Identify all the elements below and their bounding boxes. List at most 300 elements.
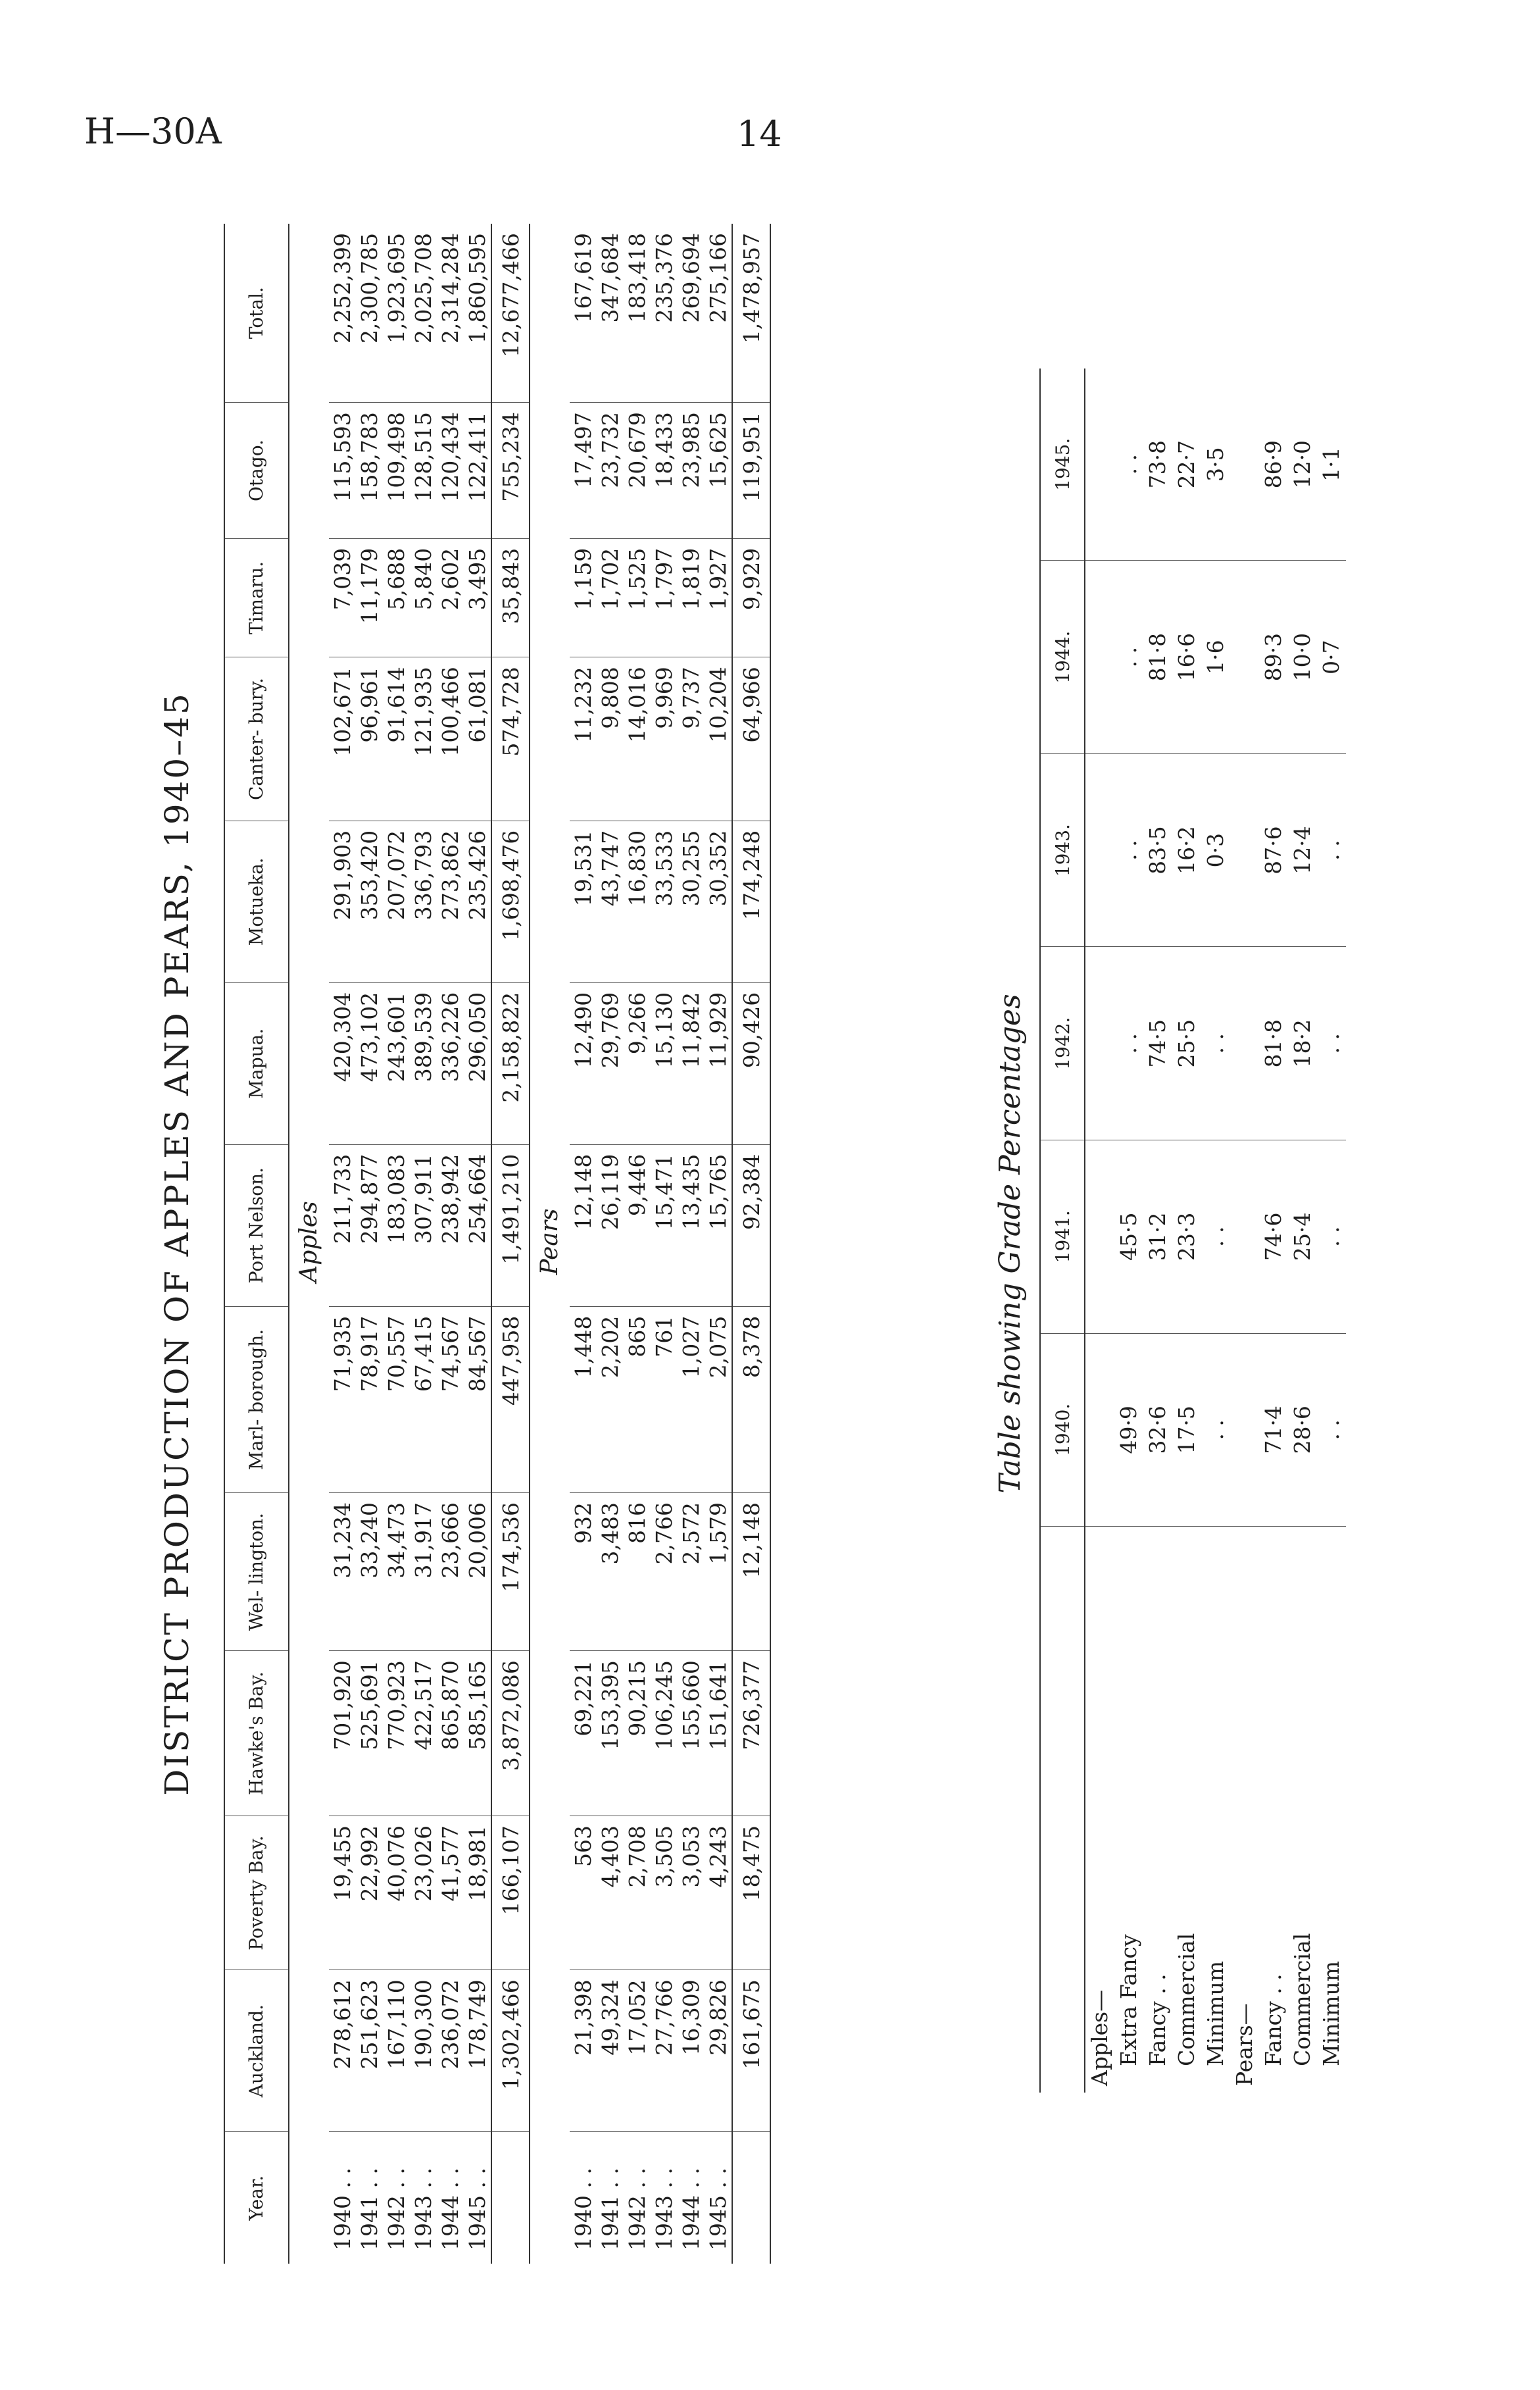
value-cell: 178,749 [464,1970,491,2132]
value-cell: 18,981 [464,1816,491,1970]
document-code: H—30A [84,111,222,152]
grade-row [1201,369,1230,2093]
total-cell: 119,951 [732,403,770,539]
value-cell: 236,072 [437,1970,464,2132]
value-cell: 1,027 [678,1306,705,1492]
value-cell: 71,935 [329,1306,356,1492]
value-cell: 269,694 [678,224,705,403]
grade-value: 16·6 [1172,561,1201,754]
grade-value [1085,753,1114,947]
grade-value: 81·8 [1259,947,1288,1140]
value-cell: 31,234 [329,1493,356,1651]
total-cell [732,2132,770,2264]
value-cell: 238,942 [437,1144,464,1306]
value-cell: 23,985 [678,403,705,539]
total-cell: 726,377 [732,1651,770,1816]
grade-value: . . [1201,1140,1230,1333]
total-cell: 1,478,957 [732,224,770,403]
grade-label [1317,1527,1346,2093]
total-cell: 12,148 [732,1493,770,1651]
grade-value: . . [1317,947,1346,1140]
value-cell: 2,025,708 [410,224,437,403]
grade-value: 0·7 [1317,561,1346,754]
value-cell: 2,602 [437,538,464,657]
value-cell: 296,050 [464,982,491,1144]
value-cell: 5,688 [383,538,410,657]
value-cell: 90,215 [624,1651,651,1816]
value-cell: 291,903 [329,821,356,982]
value-cell: 307,911 [410,1144,437,1306]
grade-value: 31·2 [1143,1140,1172,1333]
value-cell: 31,917 [410,1493,437,1651]
total-cell: 161,675 [732,1970,770,2132]
grade-value: 89·3 [1259,561,1288,754]
value-cell: 1,860,595 [464,224,491,403]
value-cell: 49,324 [597,1970,624,2132]
table-row [329,224,356,2264]
grade-value: 18·2 [1288,947,1317,1140]
grade-value [1230,369,1259,561]
year-cell: 1943 . . [410,2168,436,2250]
grade-value [1085,561,1114,754]
value-cell: 183,418 [624,224,651,403]
value-cell: 235,376 [651,224,678,403]
value-cell: 1,579 [705,1493,732,1651]
grade-value: 1·6 [1201,561,1230,754]
grade-value: 25·5 [1172,947,1201,1140]
grade-label-header [1040,1527,1085,2093]
value-cell: 16,309 [678,1970,705,2132]
value-cell: 1,702 [597,538,624,657]
column-header: Total. [224,224,289,403]
total-cell: 174,248 [732,821,770,982]
value-cell: 9,737 [678,657,705,821]
column-header: Otago. [224,403,289,539]
grade-value: 74·6 [1259,1140,1288,1333]
grade-value: 0·3 [1201,753,1230,947]
value-cell: 70,557 [383,1306,410,1492]
grade-row [1172,369,1201,2093]
value-cell: 251,623 [356,1970,383,2132]
grade-value: 81·8 [1143,561,1172,754]
grade-label [1172,1527,1201,2093]
value-cell: 33,533 [651,821,678,982]
value-cell: 15,765 [705,1144,732,1306]
value-cell: 120,434 [437,403,464,539]
value-cell: 19,531 [570,821,597,982]
production-header-row [224,224,289,2264]
value-cell: 3,053 [678,1816,705,1970]
value-cell: 12,490 [570,982,597,1144]
value-cell: 11,929 [705,982,732,1144]
grade-label-text: Apples— [1087,1989,1112,2086]
value-cell: 3,495 [464,538,491,657]
value-cell: 17,052 [624,1970,651,2132]
value-cell: 167,619 [570,224,597,403]
grade-value: . . [1317,753,1346,947]
value-cell: 3,505 [651,1816,678,1970]
grade-value: 74·5 [1143,947,1172,1140]
grade-label-text: Commercial [1289,1933,1315,2066]
grade-label [1114,1527,1143,2093]
table-row [570,224,597,2264]
value-cell: 5,840 [410,538,437,657]
value-cell: 9,266 [624,982,651,1144]
value-cell: 27,766 [651,1970,678,2132]
column-header: Motueka. [224,821,289,982]
year-header: 1942. [1040,947,1085,1140]
value-cell: 20,006 [464,1493,491,1651]
column-header: Hawke's Bay. [224,1651,289,1816]
value-cell: 33,240 [356,1493,383,1651]
main-title: DISTRICT PRODUCTION OF APPLES AND PEARS, 1940–45 [158,692,196,1796]
grade-value: . . [1114,753,1143,947]
value-cell: 115,593 [329,403,356,539]
value-cell: 235,426 [464,821,491,982]
value-cell: 11,232 [570,657,597,821]
value-cell: 29,826 [705,1970,732,2132]
grade-label-text: Pears— [1231,2003,1257,2086]
value-cell: 30,352 [705,821,732,982]
table-row [705,224,732,2264]
grade-value [1085,369,1114,561]
total-cell: 755,234 [491,403,530,539]
total-cell [491,2132,530,2264]
total-cell: 8,378 [732,1306,770,1492]
value-cell: 122,411 [464,403,491,539]
value-cell: 1,819 [678,538,705,657]
value-cell: 91,614 [383,657,410,821]
section-row [289,224,329,2264]
grade-value: 22·7 [1172,369,1201,561]
value-cell: 701,920 [329,1651,356,1816]
total-cell: 12,677,466 [491,224,530,403]
year-cell: 1941 . . [357,2168,382,2250]
grade-value: 3·5 [1201,369,1230,561]
value-cell: 23,666 [437,1493,464,1651]
value-cell: 347,684 [597,224,624,403]
year-header: 1945. [1040,369,1085,561]
year-header: 1944. [1040,561,1085,754]
total-row [491,224,530,2264]
value-cell: 67,415 [410,1306,437,1492]
value-cell: 2,572 [678,1493,705,1651]
value-cell: 15,625 [705,403,732,539]
value-cell: 102,671 [329,657,356,821]
value-cell: 770,923 [383,1651,410,1816]
grade-label-text: Fancy . . [1145,1973,1170,2066]
value-cell: 1,923,695 [383,224,410,403]
value-cell: 254,664 [464,1144,491,1306]
value-cell: 2,202 [597,1306,624,1492]
total-cell: 3,872,086 [491,1651,530,1816]
value-cell: 1,927 [705,538,732,657]
column-header: Year. [224,2132,289,2264]
table-row [356,224,383,2264]
value-cell: 585,165 [464,1651,491,1816]
value-cell: 336,226 [437,982,464,1144]
value-cell: 9,969 [651,657,678,821]
value-cell: 275,166 [705,224,732,403]
value-cell: 7,039 [329,538,356,657]
value-cell: 109,498 [383,403,410,539]
value-cell: 12,148 [570,1144,597,1306]
value-cell: 34,473 [383,1493,410,1651]
value-cell: 183,083 [383,1144,410,1306]
grade-label-text: Minimum [1203,1961,1228,2066]
value-cell: 128,515 [410,403,437,539]
value-cell: 761 [651,1306,678,1492]
year-header: 1940. [1040,1333,1085,1527]
grade-row [1085,369,1114,2093]
value-cell: 2,314,284 [437,224,464,403]
grade-label [1288,1527,1317,2093]
section-row [530,224,570,2264]
value-cell: 389,539 [410,982,437,1144]
value-cell: 11,179 [356,538,383,657]
table-row [624,224,651,2264]
grade-value [1085,947,1114,1140]
grade-value: 12·0 [1288,369,1317,561]
table-row [678,224,705,2264]
value-cell: 525,691 [356,1651,383,1816]
grade-percentage-table [1039,369,1346,2093]
value-cell: 43,747 [597,821,624,982]
value-cell: 13,435 [678,1144,705,1306]
grade-value: 32·6 [1143,1333,1172,1527]
value-cell: 16,830 [624,821,651,982]
grade-row [1230,369,1259,2093]
value-cell: 1,525 [624,538,651,657]
grade-value: 10·0 [1288,561,1317,754]
rotated-sheet [158,224,1474,2264]
value-cell: 420,304 [329,982,356,1144]
value-cell: 22,992 [356,1816,383,1970]
production-table [224,224,771,2264]
total-cell: 2,158,822 [491,982,530,1144]
total-cell: 574,728 [491,657,530,821]
grade-label [1201,1527,1230,2093]
grade-value [1230,753,1259,947]
value-cell: 207,072 [383,821,410,982]
value-cell: 1,448 [570,1306,597,1492]
value-cell: 30,255 [678,821,705,982]
value-cell: 473,102 [356,982,383,1144]
grade-value [1230,1333,1259,1527]
grade-value: . . [1114,561,1143,754]
total-cell: 447,958 [491,1306,530,1492]
column-header: Canter- bury. [224,657,289,821]
year-cell: 1941 . . [597,2168,623,2250]
grade-value [1085,1140,1114,1333]
value-cell: 100,466 [437,657,464,821]
value-cell: 336,793 [410,821,437,982]
column-header: Wel- lington. [224,1493,289,1651]
section-label: Apples [295,1201,322,1283]
grade-value: . . [1317,1333,1346,1527]
grade-row [1114,369,1143,2093]
table-row [651,224,678,2264]
value-cell: 96,961 [356,657,383,821]
value-cell: 17,497 [570,403,597,539]
value-cell: 4,243 [705,1816,732,1970]
year-cell: 1945 . . [705,2168,731,2250]
grade-value: 23·3 [1172,1140,1201,1333]
table-row [437,224,464,2264]
grade-value [1230,561,1259,754]
year-cell: 1942 . . [384,2168,409,2250]
grade-value: 12·4 [1288,753,1317,947]
total-cell: 35,843 [491,538,530,657]
value-cell: 816 [624,1493,651,1651]
value-cell: 69,221 [570,1651,597,1816]
value-cell: 353,420 [356,821,383,982]
grade-value: 17·5 [1172,1333,1201,1527]
grade-value: 83·5 [1143,753,1172,947]
grade-value [1230,947,1259,1140]
grade-label [1230,1527,1259,2093]
grade-value: 1·1 [1317,369,1346,561]
total-cell: 1,302,466 [491,1970,530,2132]
value-cell: 243,601 [383,982,410,1144]
value-cell: 2,300,785 [356,224,383,403]
total-cell: 9,929 [732,538,770,657]
value-cell: 29,769 [597,982,624,1144]
value-cell: 151,641 [705,1651,732,1816]
grade-label-text: Fancy . . [1260,1973,1286,2066]
grade-value: 86·9 [1259,369,1288,561]
grade-value: 71·4 [1259,1333,1288,1527]
grade-value: 45·5 [1114,1140,1143,1333]
column-header: Auckland. [224,1970,289,2132]
value-cell: 9,446 [624,1144,651,1306]
grade-value: . . [1317,1140,1346,1333]
production-body [289,224,770,2264]
value-cell: 41,577 [437,1816,464,1970]
grade-label [1259,1527,1288,2093]
year-cell: 1940 . . [570,2168,596,2250]
grade-value [1085,1333,1114,1527]
value-cell: 167,110 [383,1970,410,2132]
value-cell: 1,159 [570,538,597,657]
grade-value: . . [1114,369,1143,561]
table-row [410,224,437,2264]
total-cell: 1,698,476 [491,821,530,982]
grade-label [1085,1527,1114,2093]
value-cell: 18,433 [651,403,678,539]
value-cell: 15,471 [651,1144,678,1306]
grade-value: 87·6 [1259,753,1288,947]
value-cell: 26,119 [597,1144,624,1306]
value-cell: 422,517 [410,1651,437,1816]
value-cell: 563 [570,1816,597,1970]
year-cell: 1945 . . [464,2168,490,2250]
value-cell: 2,708 [624,1816,651,1970]
value-cell: 865,870 [437,1651,464,1816]
grade-value [1230,1140,1259,1333]
value-cell: 78,917 [356,1306,383,1492]
value-cell: 1,797 [651,538,678,657]
grade-row [1288,369,1317,2093]
value-cell: 11,842 [678,982,705,1144]
grade-value: 25·4 [1288,1140,1317,1333]
grade-row [1317,369,1346,2093]
value-cell: 155,660 [678,1651,705,1816]
year-cell: 1943 . . [651,2168,677,2250]
grade-value: 28·6 [1288,1333,1317,1527]
value-cell: 278,612 [329,1970,356,2132]
value-cell: 84,567 [464,1306,491,1492]
value-cell: 106,245 [651,1651,678,1816]
total-cell: 174,536 [491,1493,530,1651]
table-row [464,224,491,2264]
value-cell: 294,877 [356,1144,383,1306]
grade-body [1085,369,1346,2093]
grade-value: . . [1201,1333,1230,1527]
grade-label-text: Minimum [1318,1961,1344,2066]
value-cell: 3,483 [597,1493,624,1651]
column-header: Marl- borough. [224,1306,289,1492]
value-cell: 2,252,399 [329,224,356,403]
value-cell: 2,075 [705,1306,732,1492]
value-cell: 15,130 [651,982,678,1144]
year-cell: 1944 . . [437,2168,463,2250]
value-cell: 20,679 [624,403,651,539]
section-label: Pears [536,1208,563,1275]
grade-value: 73·8 [1143,369,1172,561]
value-cell: 158,783 [356,403,383,539]
grade-value: 16·2 [1172,753,1201,947]
table-row [597,224,624,2264]
column-header: Mapua. [224,982,289,1144]
total-cell: 166,107 [491,1816,530,1970]
value-cell: 21,398 [570,1970,597,2132]
page-number: 14 [737,113,782,155]
value-cell: 23,026 [410,1816,437,1970]
grade-label [1143,1527,1172,2093]
value-cell: 14,016 [624,657,651,821]
grade-value: 49·9 [1114,1333,1143,1527]
value-cell: 40,076 [383,1816,410,1970]
total-cell: 18,475 [732,1816,770,1970]
column-header: Timaru. [224,538,289,657]
total-row [732,224,770,2264]
table-row [383,224,410,2264]
value-cell: 4,403 [597,1816,624,1970]
value-cell: 932 [570,1493,597,1651]
value-cell: 19,455 [329,1816,356,1970]
value-cell: 121,935 [410,657,437,821]
value-cell: 153,395 [597,1651,624,1816]
grade-label-text: Extra Fancy [1116,1934,1141,2066]
total-cell: 90,426 [732,982,770,1144]
year-cell: 1944 . . [678,2168,704,2250]
grade-row [1143,369,1172,2093]
value-cell: 190,300 [410,1970,437,2132]
total-cell: 92,384 [732,1144,770,1306]
value-cell: 211,733 [329,1144,356,1306]
value-cell: 2,766 [651,1493,678,1651]
grade-row [1259,369,1288,2093]
year-cell: 1942 . . [624,2168,650,2250]
value-cell: 61,081 [464,657,491,821]
value-cell: 9,808 [597,657,624,821]
grade-label-text: Commercial [1174,1933,1199,2066]
total-cell: 64,966 [732,657,770,821]
year-cell: 1940 . . [330,2168,355,2250]
column-header: Poverty Bay. [224,1816,289,1970]
year-header: 1943. [1040,753,1085,947]
